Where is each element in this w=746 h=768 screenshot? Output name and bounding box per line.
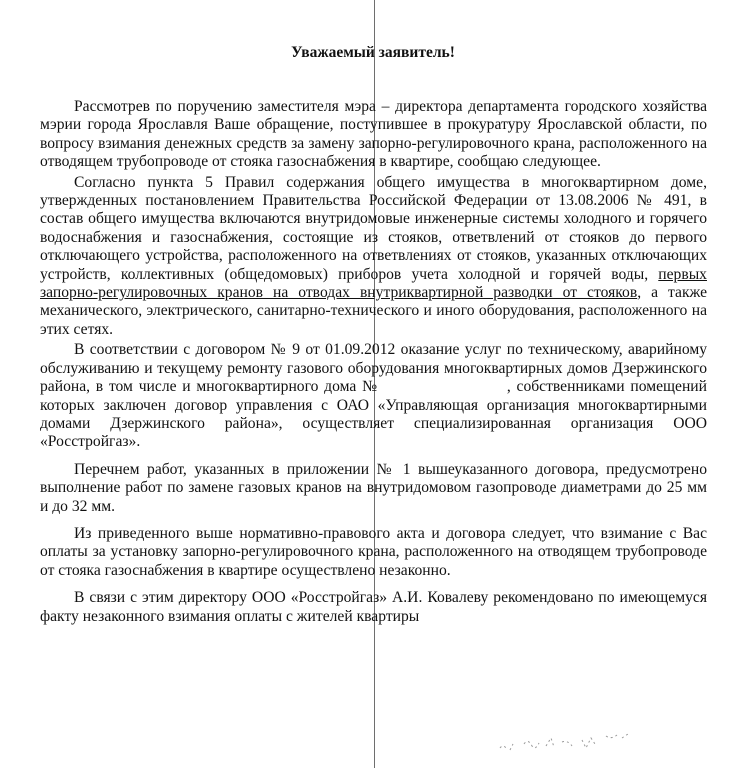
underlined-valve-clause: первых запорно-регулировочных кранов на отводах внутриквартирной разводки от стояков (40, 265, 707, 302)
handwritten-signature-marks (490, 726, 640, 762)
page-title: Уважаемый заявитель! (291, 44, 455, 61)
paragraph-request-review: Рассмотрев по поручению заместителя мэра – директора департамента городского хозяйства мэрии города Ярославля Ваше обращение, поступившее в прокуратуру Ярославской области, по вопросу взимания денежных средств за замену запорно-регулировочного крана, расположенного на отводящем трубопроводе от стояка газоснабжения в квартире, сообщаю следующее. (40, 98, 707, 171)
paragraph-property-rules-end: , а также механического, электрического, санитарно-технического и иного оборудования, расположенного на этих сетях. (40, 284, 708, 338)
letter-body (40, 98, 707, 628)
paragraph-property-rules (40, 174, 707, 340)
paragraph-work-list: Перечнем работ, указанных в приложении № 1 вышеуказанного договора, предусмотрено выполнение работ по замене газовых кранов на внутридомовом газопроводе диаметрами до 25 мм и до 32 мм. (40, 460, 707, 515)
paragraph-service-contract-end: , собственниками помещений которых заключен договор управления с ОАО «Управляющая организация многоквартирными домами Дзержинского района», осуществляет специализированная организация ООО «Росстройгаз». (40, 378, 707, 451)
paragraph-property-rules-start: Согласно пункта 5 Правил содержания общего имущества в многоквартирном доме, утвержденных постановлением Правительства Российской Федерации от 13.08.2006 № 491, в состав общего имущества включаются внутридомовые инженерные системы холодного и горячего водоснабжения и газоснабжения, состоящие из стояков, ответвлений от стояков до первого отключающего устройства, расположенного на ответвлениях от стояков, указанных отключающих устройств, коллективных (общедомовых) приборов учета холодной и горячей воды, (40, 173, 707, 283)
paragraph-recommendation: В связи с этим директору ООО «Росстройгаз» А.И. Ковалеву рекомендовано по имеющемуся факту незаконного взимания оплаты с жителей квартиры (40, 589, 707, 625)
paragraph-service-contract (40, 341, 707, 451)
paragraph-conclusion: Из приведенного выше нормативно-правового акта и договора следует, что взимание с Вас оплаты за установку запорно-регулировочного крана, расположенного на отводящем трубопроводе от стояка газоснабжения в квартире осуществлено незаконно. (40, 524, 707, 579)
paragraph-service-contract-start: В соответствии с договором № 9 от 01.09.2012 оказание услуг по техническому, аварийному обслуживанию и текущему ремонту газового оборудования многоквартирных домов Дзержинского района, в том числе и многоквартирного дома № (40, 341, 707, 396)
